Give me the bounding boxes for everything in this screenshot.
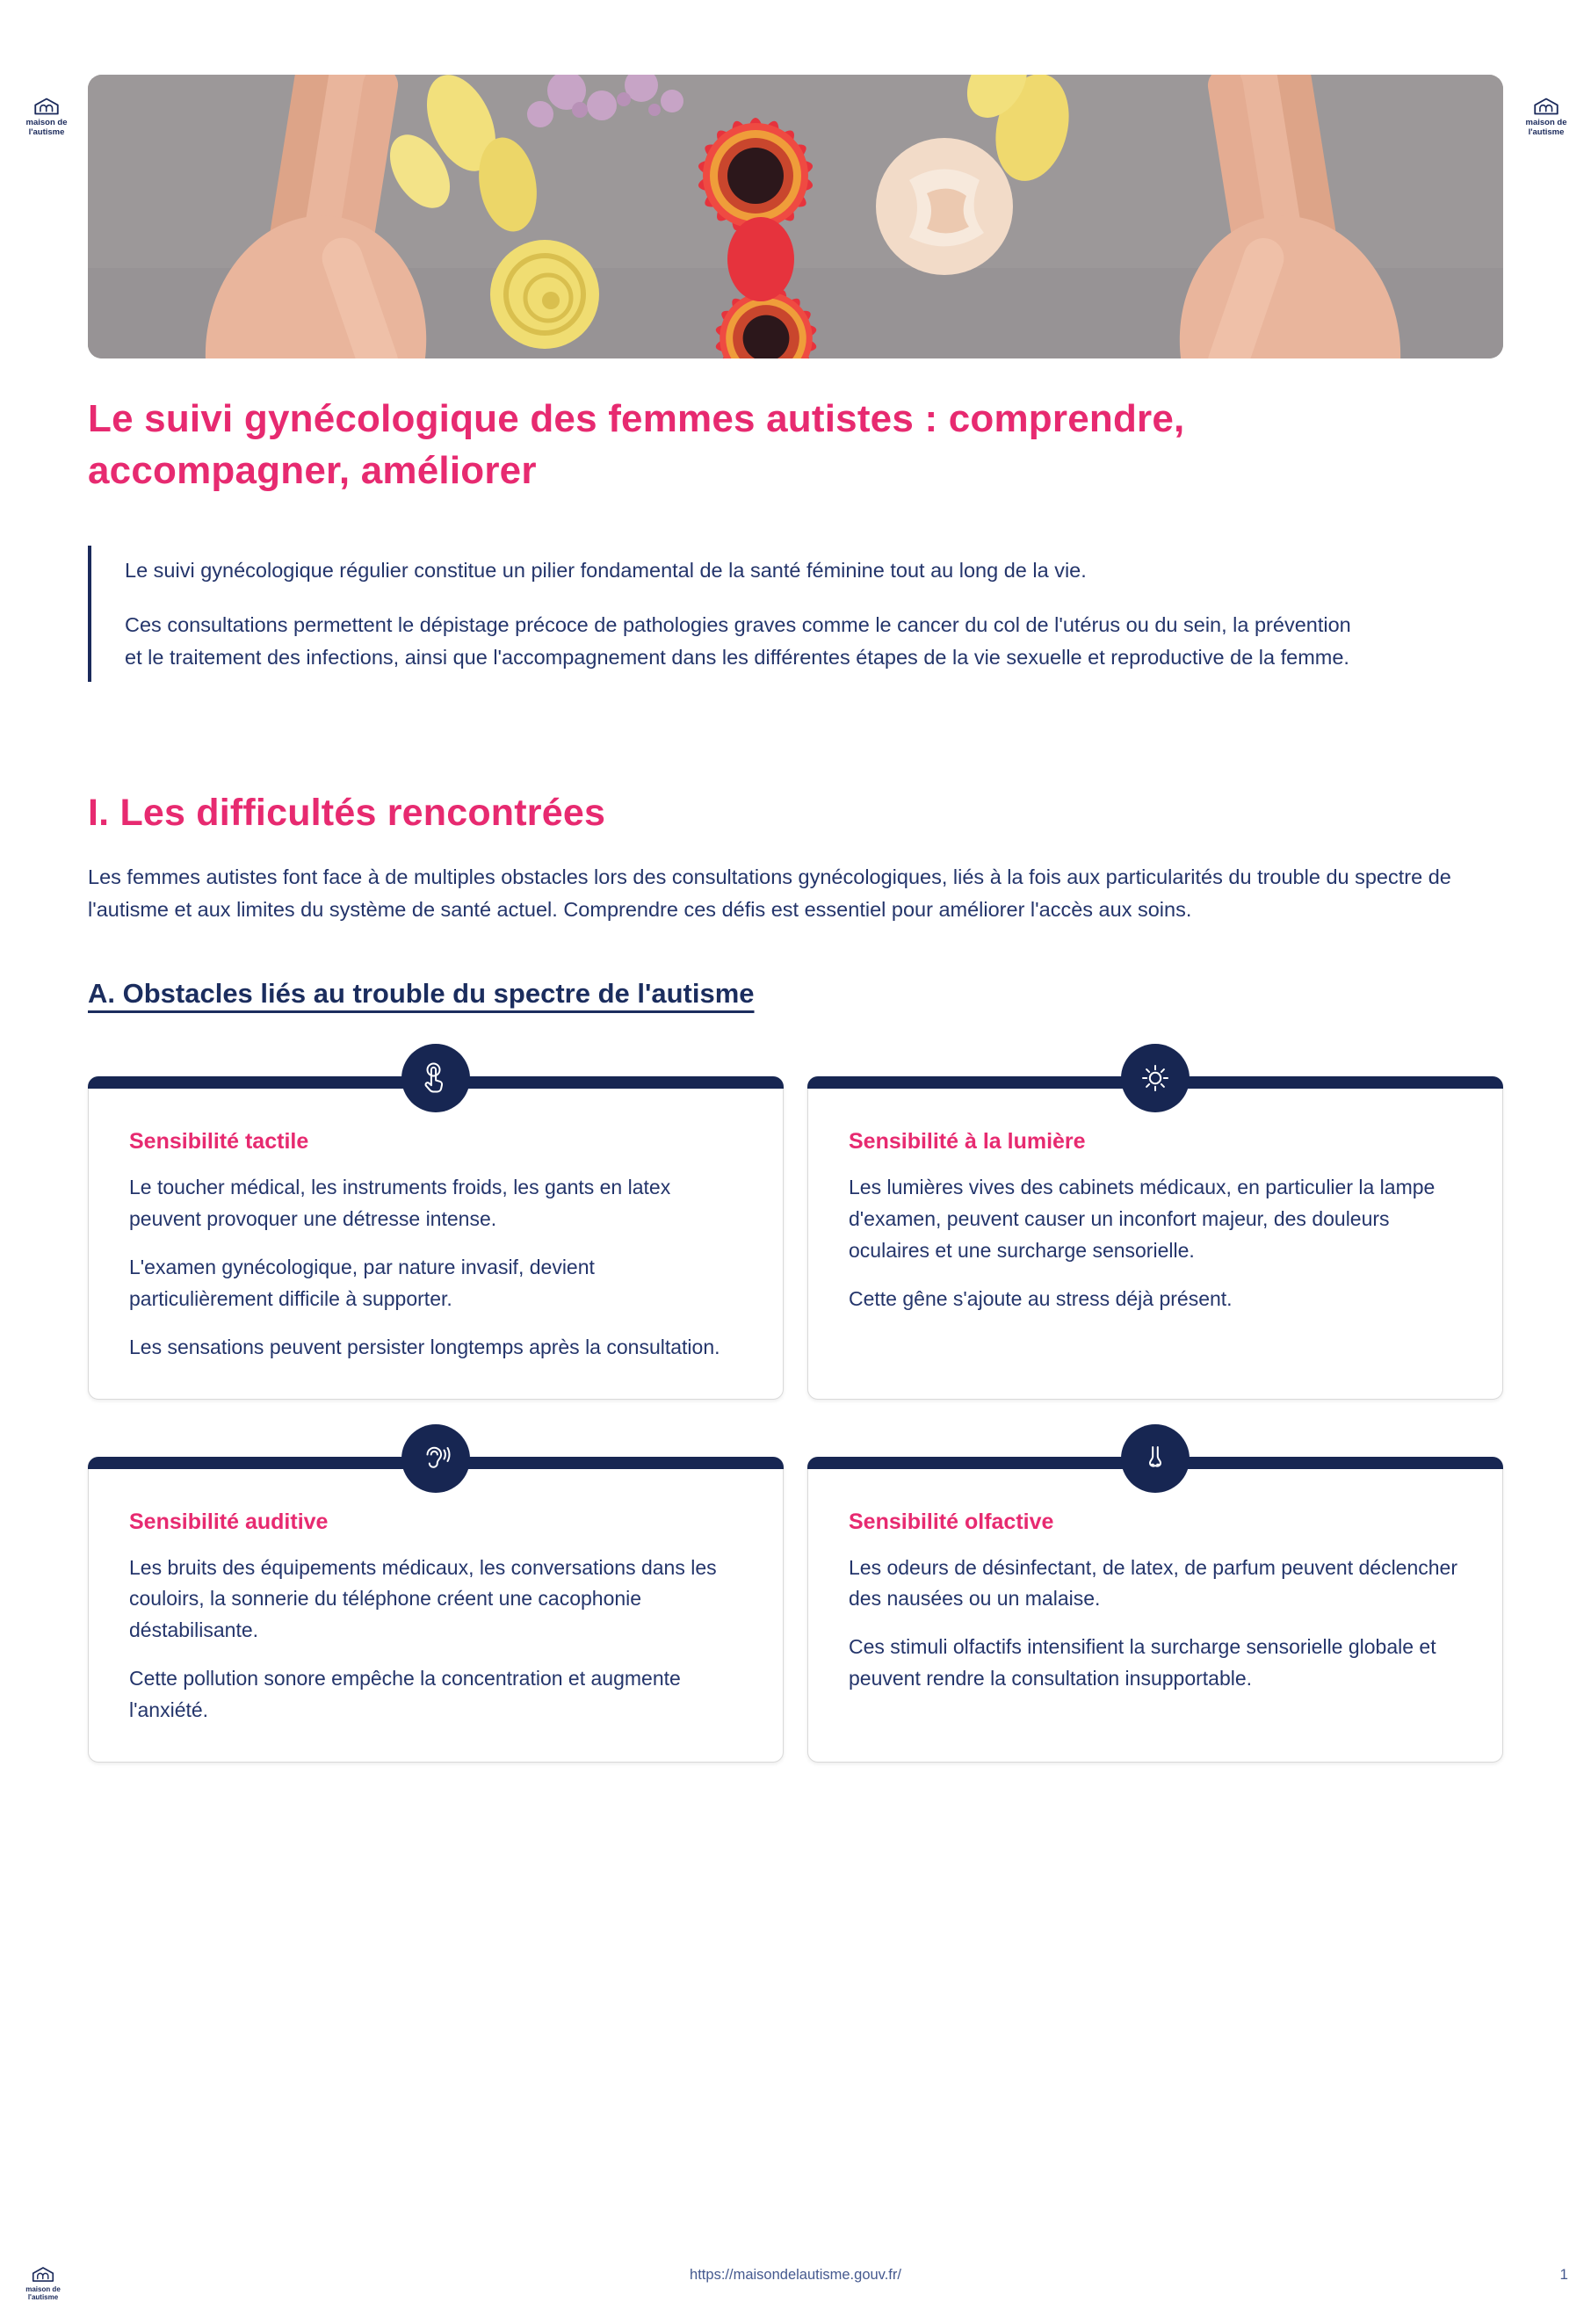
card-olfactive [807,1457,1503,1763]
card-paragraph: Les lumières vives des cabinets médicaux, en particulier la lampe d'examen, peuvent causer un inconfort majeur, des douleurs oculaires et une surcharge sensorielle. [849,1176,1436,1262]
sensitivity-cards-grid [88,1076,1503,1763]
card-auditive [88,1457,784,1763]
card-title: Sensibilité olfactive [849,1509,1054,1534]
page-number: 1 [1559,2266,1568,2283]
logo-text-line2: l'autisme [28,127,65,137]
card-tactile [88,1076,784,1399]
card-paragraph: L'examen gynécologique, par nature invasif, devient particulièrement difficile à supporter. [129,1255,595,1310]
hero-image [88,75,1503,358]
card-paragraph: Cette gêne s'ajoute au stress déjà présent. [849,1286,1233,1310]
card-icon-circle [1121,1044,1190,1112]
house-logo-icon [32,96,61,117]
card-paragraph: Ces stimuli olfactifs intensifient la surcharge sensorielle globale et peuvent rendre la consultation insupportable. [849,1635,1436,1691]
card-paragraph: Cette pollution sonore empêche la concentration et augmente l'anxiété. [129,1667,681,1722]
card-paragraph: Les bruits des équipements médicaux, les conversations dans les couloirs, la sonnerie du téléphone créent une cacophonie déstabilisante. [129,1555,717,1642]
brand-logo [1515,96,1577,138]
card-lumiere [807,1076,1503,1399]
logo-text-line2: l'autisme [27,2292,59,2301]
house-logo-icon [1531,96,1561,117]
logo-text-line1: maison de [25,2284,61,2293]
intro-paragraph-2: Ces consultations permettent le dépistage précoce de pathologies graves comme le cancer du col de l'utérus ou du sein, la prévention et le traitement des infections, ainsi que l'accompagnement dans les différentes étapes de la vie sexuelle et reproductive de la femme. [125,613,1351,669]
card-icon-circle [401,1424,470,1493]
page-title: Le suivi gynécologique des femmes autistes : comprendre, accompagner, améliorer [88,397,1185,492]
card-title: Sensibilité à la lumière [849,1129,1086,1155]
logo-text-line1: maison de [25,118,68,127]
card-paragraph: Les sensations peuvent persister longtemps après la consultation. [129,1335,720,1358]
brand-logo [16,96,77,138]
nose-icon [1138,1441,1173,1476]
sun-icon [1138,1061,1173,1096]
ear-icon [418,1441,453,1476]
card-paragraph: Le toucher médical, les instruments froids, les gants en latex peuvent provoquer une détresse intense. [129,1176,671,1231]
logo-text-line1: maison de [1525,118,1567,127]
footer-website-link[interactable]: https://maisondelautisme.gouv.fr/ [690,2267,901,2283]
section-lead-paragraph: Les femmes autistes font face à de multiples obstacles lors des consultations gynécologiques, liés à la fois aux particularités du trouble du spectre de l'autisme et aux limites du système de santé actuel. Comprendre ces défis est essentiel pour améliorer l'accès aux soins. [88,865,1451,921]
touch-icon [418,1061,453,1096]
subsection-heading: A. Obstacles liés au trouble du spectre de l'autisme [88,978,755,1010]
card-icon-circle [1121,1424,1190,1493]
card-title: Sensibilité auditive [129,1509,329,1534]
intro-paragraph-1: Le suivi gynécologique régulier constitue un pilier fondamental de la santé féminine tout au long de la vie. [125,559,1087,583]
hands-and-flowers-illustration [88,75,1503,358]
intro-block [88,546,1362,682]
card-title: Sensibilité tactile [129,1129,309,1155]
logo-text-line2: l'autisme [1528,127,1565,137]
card-paragraph: Les odeurs de désinfectant, de latex, de parfum peuvent déclencher des nausées ou un malaise. [849,1555,1458,1611]
card-icon-circle [401,1044,470,1112]
section-heading: I. Les difficultés rencontrées [88,792,606,835]
